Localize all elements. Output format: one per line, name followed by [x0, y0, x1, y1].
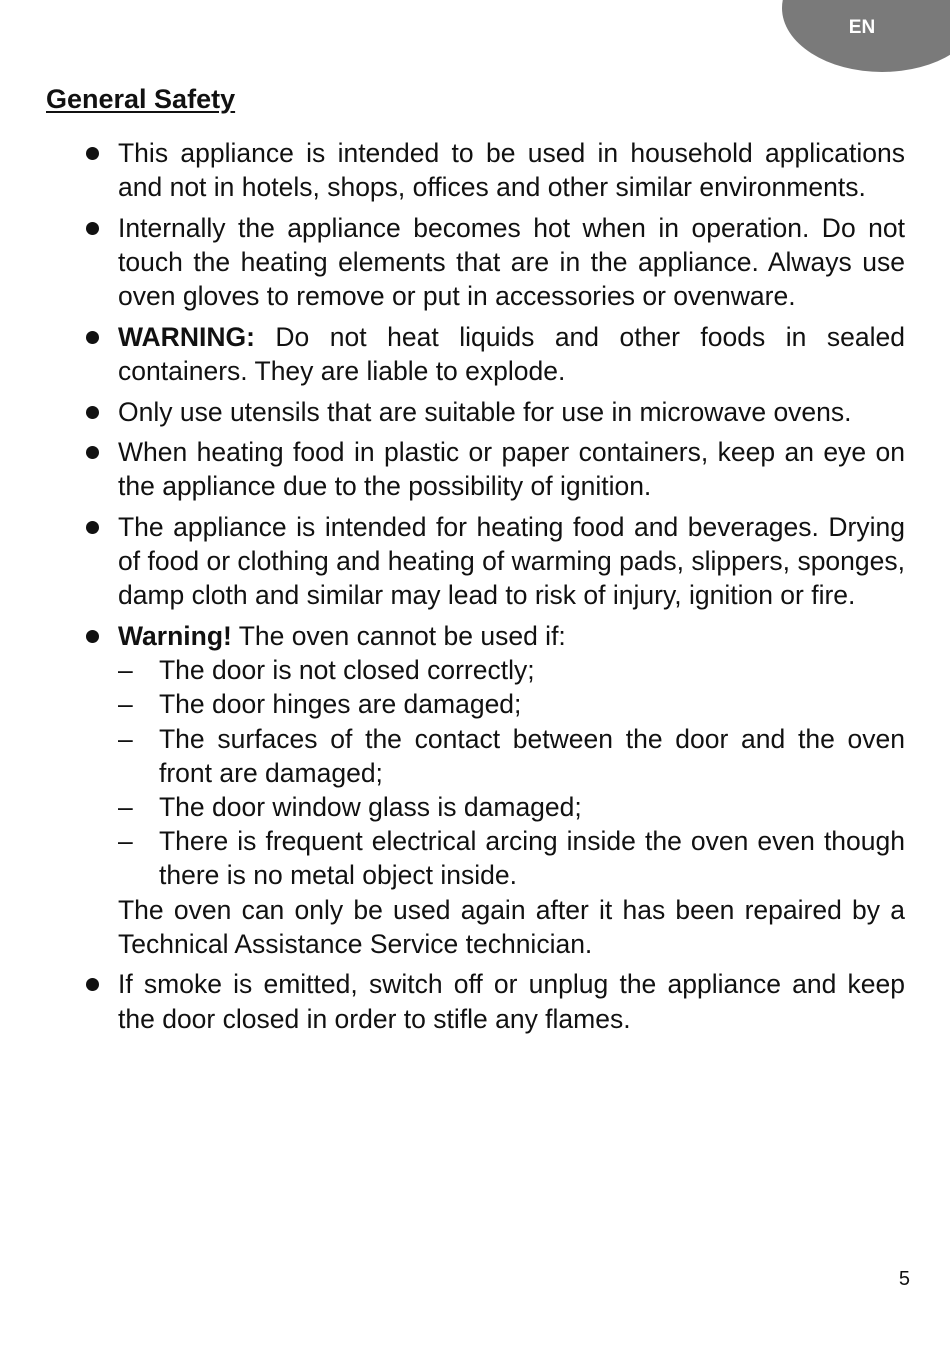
condition-text: The surfaces of the contact between the door and the oven front are damaged; [159, 723, 905, 788]
dash-icon: – [118, 826, 133, 857]
safety-item-hot-interior [0, 211, 905, 314]
item-text: This appliance is intended to be used in household applications and not in hotels, shops, offices and other similar environments. [118, 138, 905, 203]
bullet-icon [86, 331, 99, 344]
condition-item [118, 653, 905, 687]
item-text: If smoke is emitted, switch off or unplug the appliance and keep the door closed in order to stifle any flames. [118, 969, 905, 1034]
item-text: Do not heat liquids and other foods in sealed containers. They are liable to explode. [118, 321, 905, 386]
bullet-icon [86, 222, 99, 235]
safety-item-smoke [0, 967, 905, 1035]
dash-icon: – [118, 689, 133, 720]
bullet-icon [86, 147, 99, 160]
safety-item-household-use [0, 136, 905, 204]
bullet-icon [86, 406, 99, 419]
condition-text: The door is not closed correctly; [159, 655, 535, 686]
condition-item [118, 687, 905, 721]
item-text: When heating food in plastic or paper containers, keep an eye on the appliance due to the possibility of ignition. [118, 437, 905, 502]
dash-icon: – [118, 655, 133, 686]
bullet-icon [86, 521, 99, 534]
section-title: General Safety [46, 84, 236, 114]
language-label: EN [848, 17, 876, 38]
bullet-icon [86, 630, 99, 643]
safety-item-intended-use [0, 510, 905, 613]
item-text: The oven cannot be used if: [238, 620, 566, 651]
item-text: Internally the appliance becomes hot when in operation. Do not touch the heating elements that are in the appliance. Always use oven gloves to remove or put in accessories or ovenware. [118, 212, 905, 312]
item-text: The appliance is intended for heating food and beverages. Drying of food or clothing and heating of warming pads, slippers, sponges, damp cloth and similar may lead to risk of injury, ignition or fire. [118, 511, 905, 611]
warning-label: Warning! [118, 620, 232, 651]
item-text: Only use utensils that are suitable for use in microwave ovens. [118, 396, 852, 427]
safety-item-sealed-containers [0, 320, 905, 388]
safety-item-microwave-utensils [0, 395, 905, 429]
safety-list [0, 136, 950, 1042]
safety-item-oven-cannot-be-used [0, 619, 905, 961]
safety-item-plastic-paper [0, 435, 905, 503]
condition-item [118, 722, 905, 790]
bullet-icon [86, 978, 99, 991]
bullet-icon [86, 446, 99, 459]
dash-icon: – [118, 723, 133, 754]
condition-item [118, 824, 905, 892]
condition-text: There is frequent electrical arcing inside the oven even though there is no metal object inside. [159, 826, 905, 891]
conditions-list [118, 653, 905, 892]
condition-item [118, 790, 905, 824]
page-number: 5 [898, 1268, 910, 1290]
warning-label: WARNING: [118, 321, 255, 352]
condition-text: The door hinges are damaged; [159, 689, 522, 720]
dash-icon: – [118, 792, 133, 822]
condition-text: The door window glass is damaged; [159, 792, 582, 822]
repair-note: The oven can only be used again after it has been repaired by a Technical Assistance Service technician. [118, 894, 905, 959]
